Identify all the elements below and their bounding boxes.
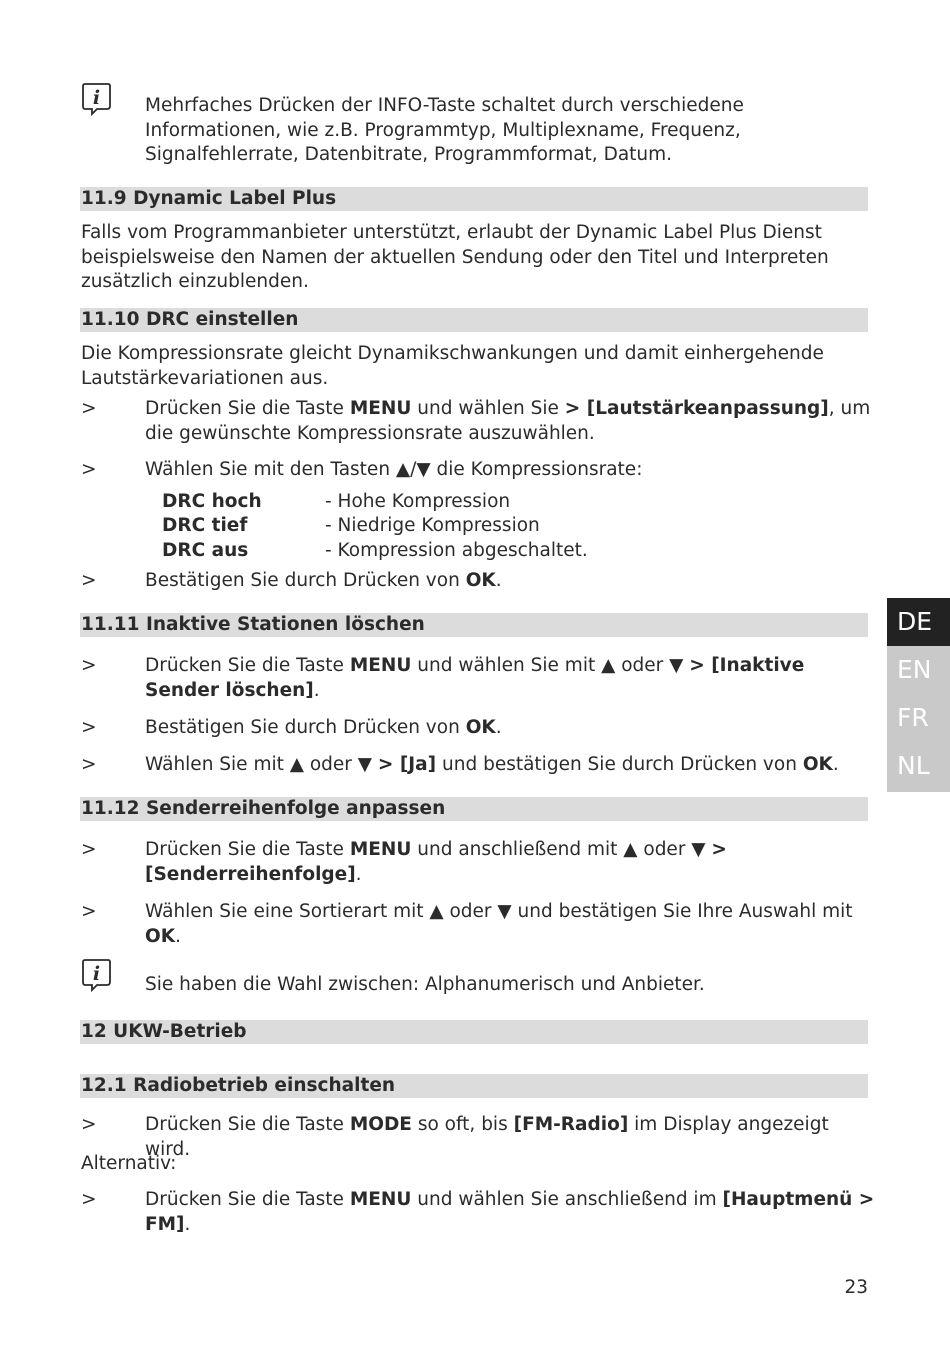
alternative-label: Alternativ: <box>81 1153 177 1174</box>
step-text: Bestätigen Sie durch Drücken von OK. <box>145 717 502 738</box>
section-text-11-9: Falls vom Programmanbieter unterstützt, erlaubt der Dynamic Label Plus Dienst beispielsweise den Namen der aktuellen Sendung oder den Titel und Interpreten zusätzlich einzublenden. <box>81 222 829 293</box>
step-marker: > <box>81 754 97 775</box>
section-heading-11-10: 11.10 DRC einstellen <box>80 308 868 332</box>
section-heading-11-12: 11.12 Senderreihenfolge anpassen <box>80 797 868 821</box>
language-tab-nl[interactable]: NL <box>887 742 950 792</box>
language-tab-en[interactable]: EN <box>887 646 950 694</box>
step-text: Bestätigen Sie durch Drücken von OK. <box>145 570 502 591</box>
step-text: Wählen Sie mit ▲ oder ▼ > [Ja] und bestätigen Sie durch Drücken von OK. <box>145 754 839 775</box>
language-tab-de[interactable]: DE <box>887 598 950 646</box>
step-marker: > <box>81 901 97 922</box>
section-heading-12-1: 12.1 Radiobetrieb einschalten <box>80 1074 868 1098</box>
step-marker: > <box>81 1114 97 1135</box>
section-heading-11-9: 11.9 Dynamic Label Plus <box>80 187 868 211</box>
step-text: Drücken Sie die Taste MENU und wählen Sie mit ▲ oder ▼ > [Inaktive Sender löschen]. <box>145 655 805 701</box>
drc-option-key: DRC aus <box>162 540 249 561</box>
info-note-text: Sie haben die Wahl zwischen: Alphanumerisch und Anbieter. <box>145 974 705 995</box>
page-number: 23 <box>844 1277 868 1298</box>
step-text: Drücken Sie die Taste MENU und anschließend mit ▲ oder ▼ > [Senderreihenfolge]. <box>145 839 727 885</box>
step-marker: > <box>81 655 97 676</box>
svg-text:i: i <box>92 963 101 985</box>
step-marker: > <box>81 570 97 591</box>
drc-option-value: - Hohe Kompression <box>325 491 511 512</box>
step-text: Wählen Sie mit den Tasten ▲/▼ die Kompressionsrate: <box>145 459 643 480</box>
section-heading-12: 12 UKW-Betrieb <box>80 1020 868 1044</box>
step-marker: > <box>81 1189 97 1210</box>
info-icon <box>80 82 113 116</box>
step-text: Drücken Sie die Taste MODE so oft, bis [FM-Radio] im Display angezeigt wird. <box>145 1114 829 1160</box>
step-marker: > <box>81 717 97 738</box>
step-text: Wählen Sie eine Sortierart mit ▲ oder ▼ und bestätigen Sie Ihre Auswahl mit OK. <box>145 901 853 947</box>
drc-option-value: - Kompression abgeschaltet. <box>325 540 588 561</box>
drc-option-key: DRC tief <box>162 515 248 536</box>
drc-option-value: - Niedrige Kompression <box>325 515 540 536</box>
step-marker: > <box>81 839 97 860</box>
info-note-text: Mehrfaches Drücken der INFO-Taste schaltet durch verschiedene Informationen, wie z.B. Programmtyp, Multiplexname, Frequenz, Signalfehlerrate, Datenbitrate, Programmformat, Datum. <box>145 95 744 166</box>
section-heading-11-11: 11.11 Inaktive Stationen löschen <box>80 613 868 637</box>
step-marker: > <box>81 459 97 480</box>
step-text: Drücken Sie die Taste MENU und wählen Sie anschließend im [Hauptmenü > FM]. <box>145 1189 875 1235</box>
svg-text:i: i <box>92 87 101 109</box>
language-tab-fr[interactable]: FR <box>887 694 950 742</box>
drc-option-key: DRC hoch <box>162 491 262 512</box>
step-text: Drücken Sie die Taste MENU und wählen Sie > [Lautstärkeanpassung], um die gewünschte Kompressionsrate auszuwählen. <box>145 398 871 444</box>
info-icon <box>80 958 113 992</box>
section-text-11-10: Die Kompressionsrate gleicht Dynamikschwankungen und damit einhergehende Lautstärkevariationen aus. <box>81 343 824 389</box>
step-marker: > <box>81 398 97 419</box>
